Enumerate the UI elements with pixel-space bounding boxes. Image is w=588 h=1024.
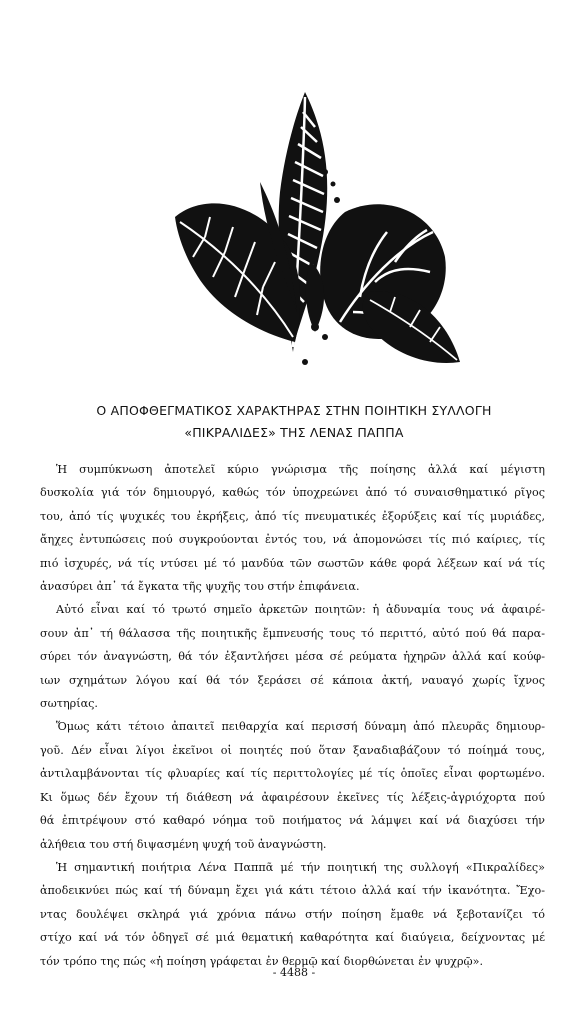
text-line: θά ἐπιτρέψουν στό καθαρό νόημα τοῦ ποιήματος νά λάμψει καί νά διαχύσει τήν xyxy=(40,814,545,828)
text-line: ιων σχημάτων λόγου καί θά τόν ξεράσει σέ κάποια ἀκτή, ναυαγό χωρίς ἴχνος xyxy=(40,673,545,687)
text-line: σουν ἀπ᾽ τή θάλασσα τῆς ποιητικῆς ἔμπνευσής τους τό περιττό, αὐτό πού θά παρα- xyxy=(40,626,545,640)
text-line: ἀντιλαμβάνονται τίς φλυαρίες καί τίς περιττολογίες μέ τίς ὁποῖες εἶναι φορτωμένο. xyxy=(40,767,545,781)
text-line: Ὅμως κάτι τέτοιο ἀπαιτεῖ πειθαρχία καί περισσή δύναμη ἀπό πλευρᾶς δημιουρ- xyxy=(56,720,545,734)
text-line: γοῦ. Δέν εἶναι λίγοι ἐκεῖνοι οἱ ποιητές πού ὅταν ξαναδιαβάζουν τό ποίημά τους, xyxy=(40,743,545,757)
text-line: ἀνασύρει ἀπ᾽ τά ἔγκατα τῆς ψυχῆς του στήν ἐπιφάνεια. xyxy=(40,580,360,594)
article-body xyxy=(40,458,545,973)
paragraph xyxy=(40,458,545,598)
text-line: τόν τρόπο της πώς «ἡ ποίηση γράφεται ἐν θερμῷ καί διορθώνεται ἐν ψυχρῷ». xyxy=(40,954,484,968)
text-line: Αὐτό εἶναι καί τό τρωτό σημεῖο ἀρκετῶν ποιητῶν: ἡ ἀδυναμία τους νά ἀφαιρέ- xyxy=(56,603,545,617)
text-line: του, ἀπό τίς ψυχικές του ἐκρήξεις, ἀπό τίς πνευματικές ἐξορύξεις καί τίς μυριάδες, xyxy=(40,509,545,523)
text-line: πιό ἰσχυρές, νά τίς ντύσει μέ τό μανδύα τῶν σωστῶν κάθε φορά λέξεων καί νά τίς xyxy=(40,556,545,570)
text-line: Κι ὅμως δέν ἔχουν τή διάθεση νά ἀφαιρέσουν ἐκεῖνες τίς λέξεις-ἀγριόχορτα πού xyxy=(40,790,545,804)
text-line: ντας δουλέψει σκληρά γιά χρόνια πάνω στήν ποίηση ἔμαθε νά ξεβοτανίζει τό xyxy=(40,907,545,921)
paragraph xyxy=(40,715,545,855)
text-line: σύρει τόν ἀναγνώστη, θά τόν ἐξαντλήσει μέσα σέ ρεύματα ἠχηρῶν ἀλλά καί κούφ- xyxy=(40,650,545,664)
text-line: ἄηχες ἐντυπώσεις πού συγκρούονται ἐντός του, νά ἀπομονώσει τίς πιό καίριες, τίς xyxy=(40,533,545,547)
leaf-illustration xyxy=(165,72,465,372)
page-number: - 4488 - xyxy=(272,966,316,979)
heading-line-1: Ο ΑΠΟΦΘΕΓΜΑΤΙΚΟΣ ΧΑΡΑΚΤΗΡΑΣ ΣΤΗΝ ΠΟΙΗΤΙΚΗ ΣΥΛΛΟΓΗ xyxy=(96,403,492,418)
text-line: Ἡ σημαντική ποιήτρια Λένα Παππᾶ μέ τήν ποιητική της συλλογή «Πικραλίδες» xyxy=(56,860,545,874)
paragraph xyxy=(40,598,545,715)
text-line: σωτηρίας. xyxy=(40,697,98,711)
heading-line-2: «ΠΙΚΡΑΛΙΔΕΣ» ΤΗΣ ΛΕΝΑΣ ΠΑΠΠΑ xyxy=(184,425,404,440)
text-line: δυσκολία γιά τόν δημιουργό, καθώς τόν ὑποχρεώνει ἀπό τό συναισθηματικό ρῖγος xyxy=(40,486,545,500)
text-line: στίχο καί νά τόν ὁδηγεῖ σέ μιά θεματική καθαρότητα καί διαύγεια, δείχνοντας μέ xyxy=(40,931,545,945)
article-heading xyxy=(40,400,548,444)
text-line: Ἡ συμπύκνωση ἀποτελεῖ κύριο γνώρισμα τῆς ποίησης ἀλλά καί μέγιστη xyxy=(56,463,545,476)
text-line: ἀλήθεια του στή διψασμένη ψυχή τοῦ ἀναγνώστη. xyxy=(40,837,327,851)
text-line: ἀποδεικνύει πώς καί τή δύναμη ἔχει γιά κάτι τέτοιο ἀλλά καί τήν ἱκανότητα. Ἔχο- xyxy=(40,884,545,898)
paragraph xyxy=(40,856,545,973)
